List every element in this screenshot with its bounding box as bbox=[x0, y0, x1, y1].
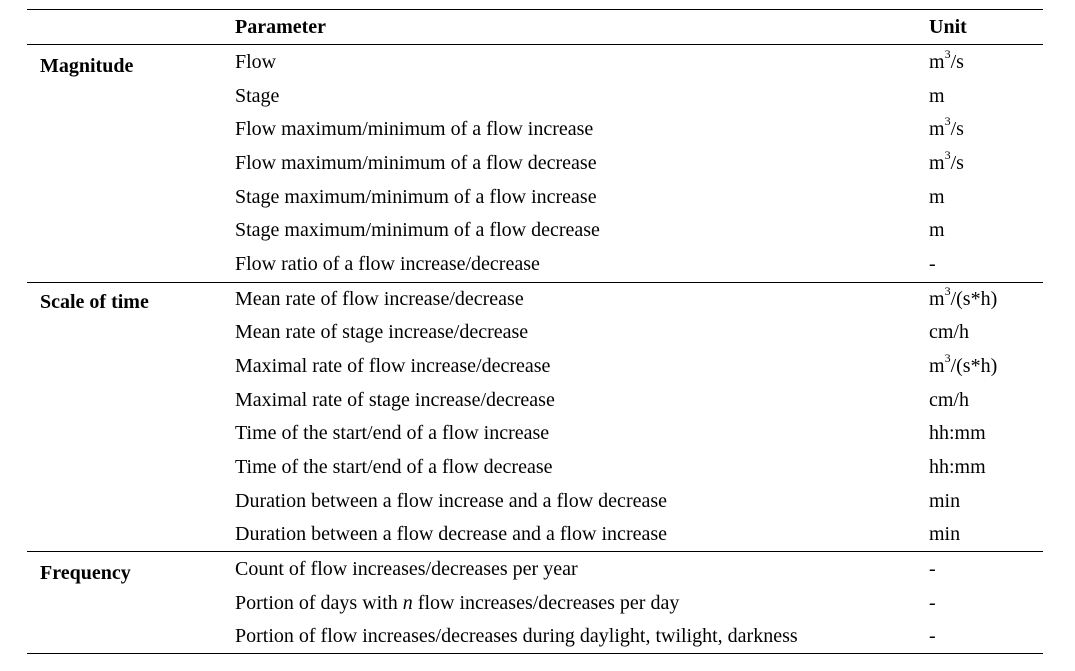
table-row-unit: min bbox=[929, 490, 961, 512]
table-row-parameter: Flow ratio of a flow increase/decrease bbox=[235, 253, 540, 275]
table-row-parameter: Flow maximum/minimum of a flow increase bbox=[235, 118, 594, 140]
table-row-unit: $m^3/s$ bbox=[929, 47, 964, 73]
table-row-unit: - bbox=[929, 253, 936, 275]
table-row-unit: m bbox=[929, 186, 945, 208]
table-row-unit: min bbox=[929, 523, 961, 545]
table-top-rule bbox=[27, 9, 1043, 10]
table-row-unit: - bbox=[929, 558, 936, 580]
table-row-parameter: Time of the start/end of a flow decrease bbox=[235, 456, 553, 478]
table-row-unit: m bbox=[929, 85, 945, 107]
table-row-unit: hh:mm bbox=[929, 456, 986, 478]
group-divider-rule bbox=[27, 551, 1043, 552]
column-header-parameter: Parameter bbox=[235, 16, 327, 38]
table-row-parameter: Duration between a flow increase and a flow decrease bbox=[235, 490, 668, 512]
table-row-parameter: Flow bbox=[235, 51, 277, 73]
table-row-unit: $m^3/(s*h)$ bbox=[929, 351, 998, 377]
table-row-parameter: Portion of flow increases/decreases during daylight, twilight, darkness bbox=[235, 625, 798, 647]
table-row-parameter: Time of the start/end of a flow increase bbox=[235, 422, 550, 444]
table-row-parameter: Stage maximum/minimum of a flow increase bbox=[235, 186, 597, 208]
table-row-parameter: Portion of days with n flow increases/decreases per day bbox=[235, 592, 680, 614]
table-bottom-rule bbox=[27, 653, 1043, 654]
table-row-parameter: Maximal rate of stage increase/decrease bbox=[235, 389, 555, 411]
table-row-unit: cm/h bbox=[929, 321, 969, 343]
table-row-unit: - bbox=[929, 625, 936, 647]
table-row-unit: m bbox=[929, 219, 945, 241]
table-row-unit: - bbox=[929, 592, 936, 614]
table-row-parameter: Mean rate of flow increase/decrease bbox=[235, 288, 524, 310]
table-row-parameter: Mean rate of stage increase/decrease bbox=[235, 321, 529, 343]
column-header-unit: Unit bbox=[929, 16, 967, 38]
table-row-unit: cm/h bbox=[929, 389, 969, 411]
header-bottom-rule bbox=[27, 44, 1043, 45]
group-label-magnitude: Magnitude bbox=[40, 55, 134, 77]
group-divider-rule bbox=[27, 282, 1043, 283]
table-row-unit: $m^3/s$ bbox=[929, 148, 964, 174]
table-row-parameter: Stage maximum/minimum of a flow decrease bbox=[235, 219, 600, 241]
table-row-parameter: Flow maximum/minimum of a flow decrease bbox=[235, 152, 597, 174]
table-row-parameter: Stage bbox=[235, 85, 280, 107]
table-row-parameter: Maximal rate of flow increase/decrease bbox=[235, 355, 551, 377]
table-row-unit: hh:mm bbox=[929, 422, 986, 444]
table-row-parameter: Duration between a flow decrease and a flow increase bbox=[235, 523, 668, 545]
table-row-unit: $m^3/s$ bbox=[929, 114, 964, 140]
table-row-parameter: Count of flow increases/decreases per year bbox=[235, 558, 578, 580]
group-label-scale-of-time: Scale of time bbox=[40, 291, 149, 313]
group-label-frequency: Frequency bbox=[40, 562, 131, 584]
table-row-unit: $m^3/(s*h)$ bbox=[929, 284, 998, 310]
